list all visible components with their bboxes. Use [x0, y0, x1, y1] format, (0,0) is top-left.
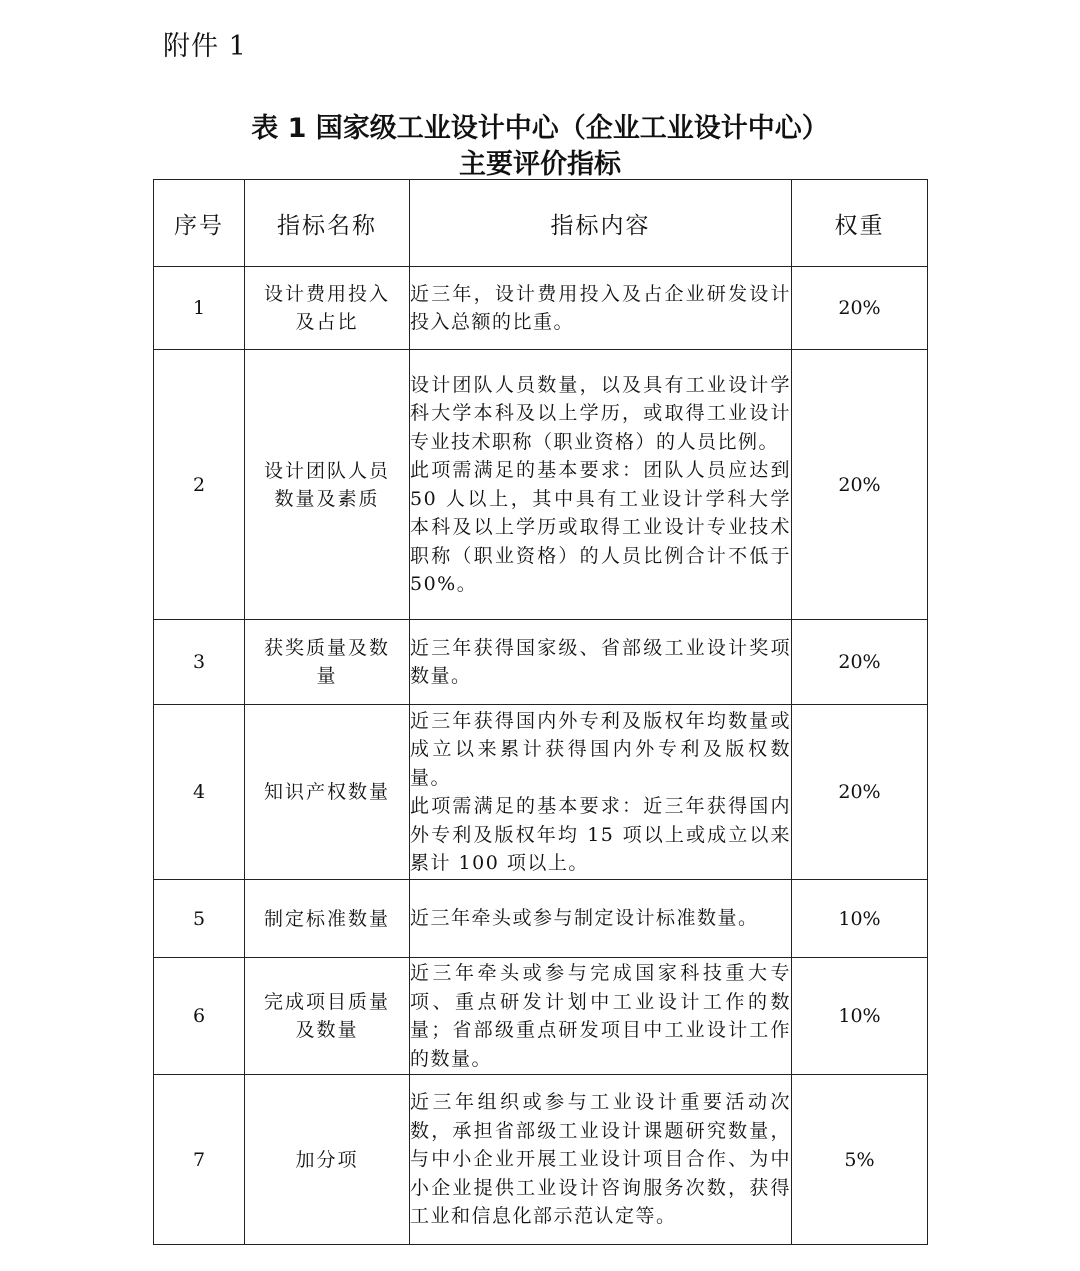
- content-requirement: 此项需满足的基本要求：团队人员应达到 50 人以上，其中具有工业设计学科大学本科及以上学历或取得工业设计专业技术职称（职业资格）的人员比例合计不低于 50%。: [410, 459, 791, 595]
- indicator-name: 设计费用投入及占比: [263, 283, 390, 333]
- table-row: [154, 620, 928, 705]
- evaluation-indicators-table: [153, 179, 928, 1245]
- content-paragraph: 近三年牵头或参与制定设计标准数量。: [410, 907, 759, 930]
- row-number: 2: [154, 350, 245, 620]
- indicator-name: 设计团队人员数量及素质: [263, 459, 390, 510]
- indicator-content: [410, 620, 792, 705]
- indicator-content: [410, 880, 792, 958]
- content-paragraph: 近三年获得国内外专利及版权年均数量或成立以来累计获得国内外专利及版权数量。: [410, 709, 791, 789]
- content-paragraph: 设计团队人员数量，以及具有工业设计学科大学本科及以上学历，或取得工业设计专业技术职称（职业资格）的人员比例。: [410, 373, 791, 453]
- header-indicator-name: 指标名称: [245, 180, 410, 267]
- weight-value: 10%: [792, 958, 928, 1075]
- table-row: [154, 1075, 928, 1245]
- indicator-name: 知识产权数量: [263, 781, 390, 803]
- header-serial-number: 序号: [154, 180, 245, 267]
- weight-value: 5%: [792, 1075, 928, 1245]
- indicator-name: 获奖质量及数量: [263, 637, 390, 687]
- row-number: 6: [154, 958, 245, 1075]
- indicator-content: [410, 350, 792, 620]
- table-header-row: [154, 180, 928, 267]
- table-title: 表 1 国家级工业设计中心（企业工业设计中心）: [251, 113, 829, 144]
- row-number: 1: [154, 267, 245, 350]
- header-weight: 权重: [792, 180, 928, 267]
- indicator-content: [410, 267, 792, 350]
- row-number: 5: [154, 880, 245, 958]
- table-row: [154, 267, 928, 350]
- indicator-content: [410, 958, 792, 1075]
- content-paragraph: 近三年获得国家级、省部级工业设计奖项数量。: [410, 636, 791, 687]
- indicator-name: 加分项: [295, 1148, 359, 1171]
- table-row: [154, 350, 928, 620]
- table-row: [154, 880, 928, 958]
- header-indicator-content: 指标内容: [410, 180, 792, 267]
- content-paragraph: 近三年牵头或参与完成国家科技重大专项、重点研发计划中工业设计工作的数量；省部级重点研发项目中工业设计工作的数量。: [410, 962, 791, 1070]
- weight-value: 20%: [792, 620, 928, 705]
- table-subtitle: 主要评价指标: [459, 149, 621, 180]
- indicator-content: [410, 705, 792, 880]
- weight-value: 20%: [792, 705, 928, 880]
- weight-value: 20%: [792, 350, 928, 620]
- content-requirement: 此项需满足的基本要求：近三年获得国内外专利及版权年均 15 项以上或成立以来累计 100 项以上。: [410, 795, 791, 874]
- indicator-content: [410, 1075, 792, 1245]
- row-number: 7: [154, 1075, 245, 1245]
- content-paragraph: 近三年组织或参与工业设计重要活动次数，承担省部级工业设计课题研究数量，与中小企业开展工业设计项目合作、为中小企业提供工业设计咨询服务次数，获得工业和信息化部示范认定等。: [410, 1091, 791, 1228]
- indicator-name: 完成项目质量及数量: [263, 991, 390, 1041]
- table-row: [154, 958, 928, 1075]
- row-number: 4: [154, 705, 245, 880]
- weight-value: 10%: [792, 880, 928, 958]
- content-paragraph: 近三年，设计费用投入及占企业研发设计投入总额的比重。: [410, 282, 791, 333]
- row-number: 3: [154, 620, 245, 705]
- indicator-name: 制定标准数量: [263, 907, 390, 930]
- weight-value: 20%: [792, 267, 928, 350]
- table-row: [154, 705, 928, 880]
- attachment-label: 附件 1: [163, 31, 247, 62]
